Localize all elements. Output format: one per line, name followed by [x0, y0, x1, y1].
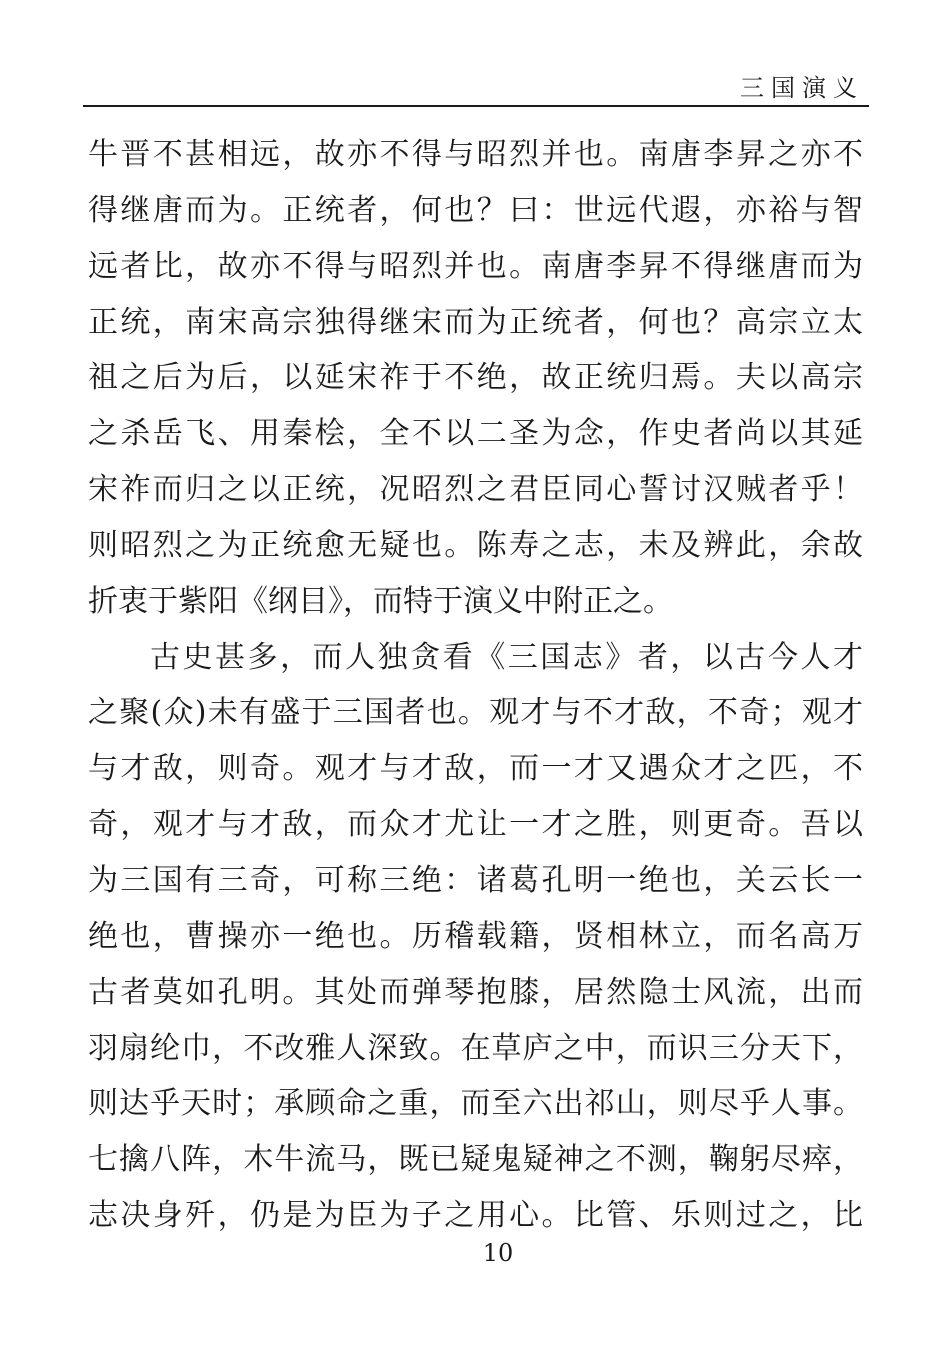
- text-line: 祖之后为后，以延宋祚于不绝，故正统归焉。夫以高宗: [88, 360, 863, 396]
- text-line: 七擒八阵，木牛流马，既已疑鬼疑神之不测，鞠躬尽瘁，: [88, 1142, 863, 1178]
- text-line: 正统，南宋高宗独得继宋而为正统者，何也？高宗立太: [88, 304, 863, 340]
- text-line: 则昭烈之为正统愈无疑也。陈寿之志，未及辨此，余故: [88, 527, 863, 563]
- text-line: 古史甚多，而人独贪看《三国志》者，以古今人才: [150, 639, 863, 675]
- header-rule: [83, 105, 869, 107]
- text-line: 羽扇纶巾，不改雅人深致。在草庐之中，而识三分天下，: [88, 1030, 863, 1066]
- text-line: 古者莫如孔明。其处而弹琴抱膝，居然隐士风流，出而: [88, 974, 863, 1010]
- text-line: 之杀岳飞、用秦桧，全不以二圣为念，作史者尚以其延: [88, 416, 863, 452]
- text-line: 宋祚而归之以正统，况昭烈之君臣同心誓讨汉贼者乎！: [88, 472, 863, 508]
- text-line: 绝也，曹操亦一绝也。历稽载籍，贤相林立，而名高万: [88, 918, 863, 954]
- text-line: 则达乎天时；承顾命之重，而至六出祁山，则尽乎人事。: [88, 1086, 863, 1122]
- page-number: 10: [482, 1239, 514, 1267]
- text-line: 奇，观才与才敌，而众才尤让一才之胜，则更奇。吾以: [88, 807, 863, 843]
- text-line: 与才敌，则奇。观才与才敌，而一才又遇众才之匹，不: [88, 751, 863, 787]
- text-line: 之聚(众)未有盛于三国者也。观才与不才敌，不奇；观才: [88, 695, 863, 731]
- running-header-title: 三国演义: [740, 74, 864, 102]
- text-line: 牛晋不甚相远，故亦不得与昭烈并也。南唐李昇之亦不: [88, 137, 863, 172]
- text-line: 志决身歼，仍是为臣为子之用心。比管、乐则过之，比: [88, 1198, 863, 1234]
- text-line: 为三国有三奇，可称三绝：诸葛孔明一绝也，关云长一: [88, 862, 863, 898]
- text-line: 折衷于紫阳《纲目》，而特于演义中附正之。: [88, 583, 673, 619]
- body-text: [88, 127, 863, 1244]
- text-line: 得继唐而为。正统者，何也？曰：世远代遐，亦裕与智: [88, 192, 863, 228]
- text-line: 远者比，故亦不得与昭烈并也。南唐李昇不得继唐而为: [88, 248, 863, 284]
